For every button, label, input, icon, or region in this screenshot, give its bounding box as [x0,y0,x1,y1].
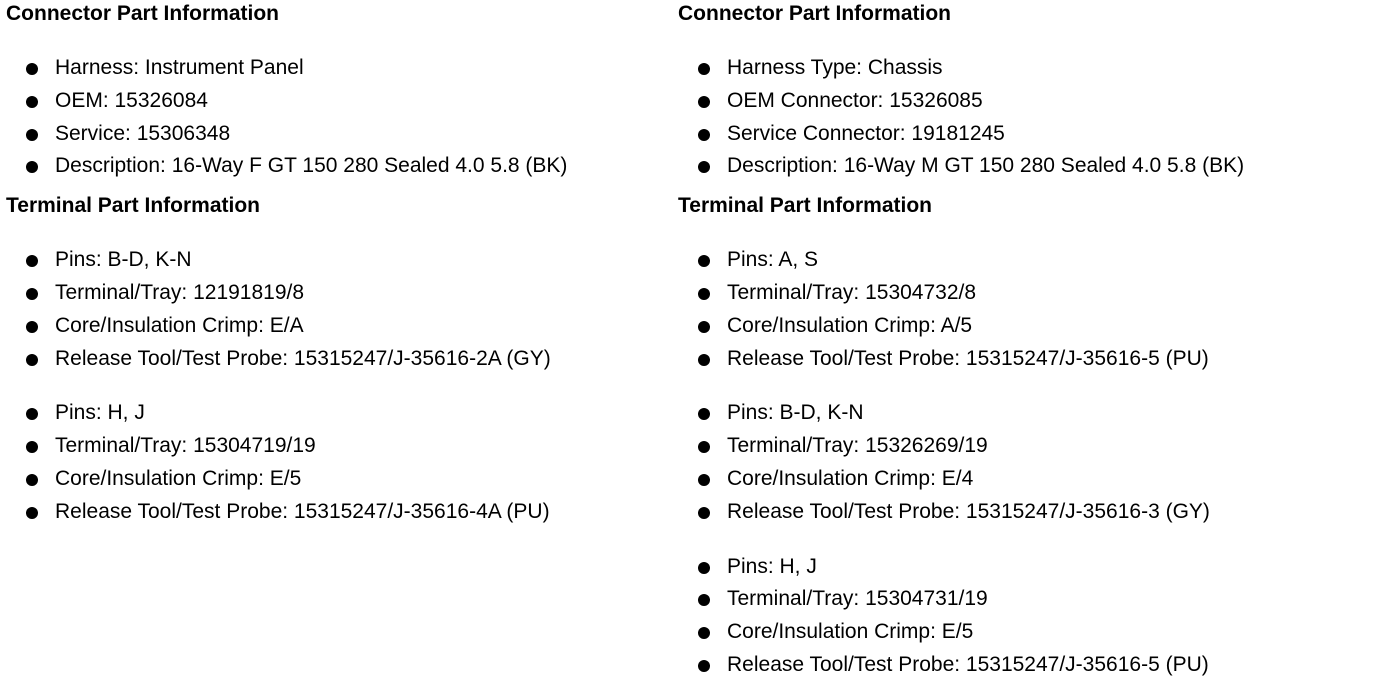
list-item: Pins: B-D, K-N [678,397,1368,430]
list-item: Release Tool/Test Probe: 15315247/J-35616-2A (GY) [6,343,670,376]
bullet-icon [698,660,710,672]
bullet-icon [26,507,38,519]
list-item: OEM Connector: 15326085 [678,85,1368,118]
bullet-icon [698,627,710,639]
bullet-icon [698,321,710,333]
bullet-icon [698,562,710,574]
bullet-icon [698,96,710,108]
list-item: Harness: Instrument Panel [6,52,670,85]
bullet-icon [698,594,710,606]
bullet-icon [698,408,710,420]
list-item: Terminal/Tray: 15304732/8 [678,277,1368,310]
list-item: Core/Insulation Crimp: E/4 [678,463,1368,496]
list-item: Terminal/Tray: 12191819/8 [6,277,670,310]
terminal-heading: Terminal Part Information [6,194,260,218]
list-item: Core/Insulation Crimp: E/5 [6,463,670,496]
bullet-icon [698,354,710,366]
list-item: Core/Insulation Crimp: E/5 [678,616,1368,649]
list-item: Pins: A, S [678,244,1368,277]
list-item: Core/Insulation Crimp: A/5 [678,310,1368,343]
terminal-heading: Terminal Part Information [678,194,932,218]
right-column [678,0,1368,682]
connector-heading: Connector Part Information [678,2,952,25]
bullet-icon [26,441,38,453]
bullet-icon [26,354,38,366]
bullet-icon [26,129,38,141]
bullet-icon [698,507,710,519]
list-item: Release Tool/Test Probe: 15315247/J-35616-3 (GY) [678,496,1368,529]
list-item: Pins: B-D, K-N [6,244,670,277]
list-item: Release Tool/Test Probe: 15315247/J-35616-4A (PU) [6,496,670,529]
list-item: Pins: H, J [6,397,670,430]
bullet-icon [698,255,710,267]
terminal-list [678,397,1368,528]
list-item: Core/Insulation Crimp: E/A [6,310,670,343]
bullet-icon [698,129,710,141]
bullet-icon [26,474,38,486]
bullet-icon [698,474,710,486]
connector-list [6,52,670,183]
list-item: Description: 16-Way M GT 150 280 Sealed 4.0 5.8 (BK) [678,150,1368,183]
bullet-icon [698,441,710,453]
bullet-icon [26,161,38,173]
list-item: Description: 16-Way F GT 150 280 Sealed 4.0 5.8 (BK) [6,150,670,183]
connector-heading: Connector Part Information [6,2,280,25]
bullet-icon [26,288,38,300]
bullet-icon [26,321,38,333]
list-item: Service: 15306348 [6,118,670,151]
left-column [6,0,670,529]
terminal-list [6,244,670,375]
list-item: Terminal/Tray: 15304719/19 [6,430,670,463]
terminal-list [678,551,1368,682]
list-item: OEM: 15326084 [6,85,670,118]
terminal-list [678,244,1368,375]
bullet-icon [26,96,38,108]
list-item: Harness Type: Chassis [678,52,1368,85]
list-item: Terminal/Tray: 15326269/19 [678,430,1368,463]
bullet-icon [26,63,38,75]
list-item: Service Connector: 19181245 [678,118,1368,151]
list-item: Terminal/Tray: 15304731/19 [678,583,1368,616]
bullet-icon [698,63,710,75]
connector-list [678,52,1368,183]
bullet-icon [26,255,38,267]
list-item: Release Tool/Test Probe: 15315247/J-35616-5 (PU) [678,343,1368,376]
list-item: Pins: H, J [678,551,1368,584]
list-item: Release Tool/Test Probe: 15315247/J-35616-5 (PU) [678,649,1368,682]
bullet-icon [698,288,710,300]
bullet-icon [698,161,710,173]
terminal-list [6,397,670,528]
bullet-icon [26,408,38,420]
